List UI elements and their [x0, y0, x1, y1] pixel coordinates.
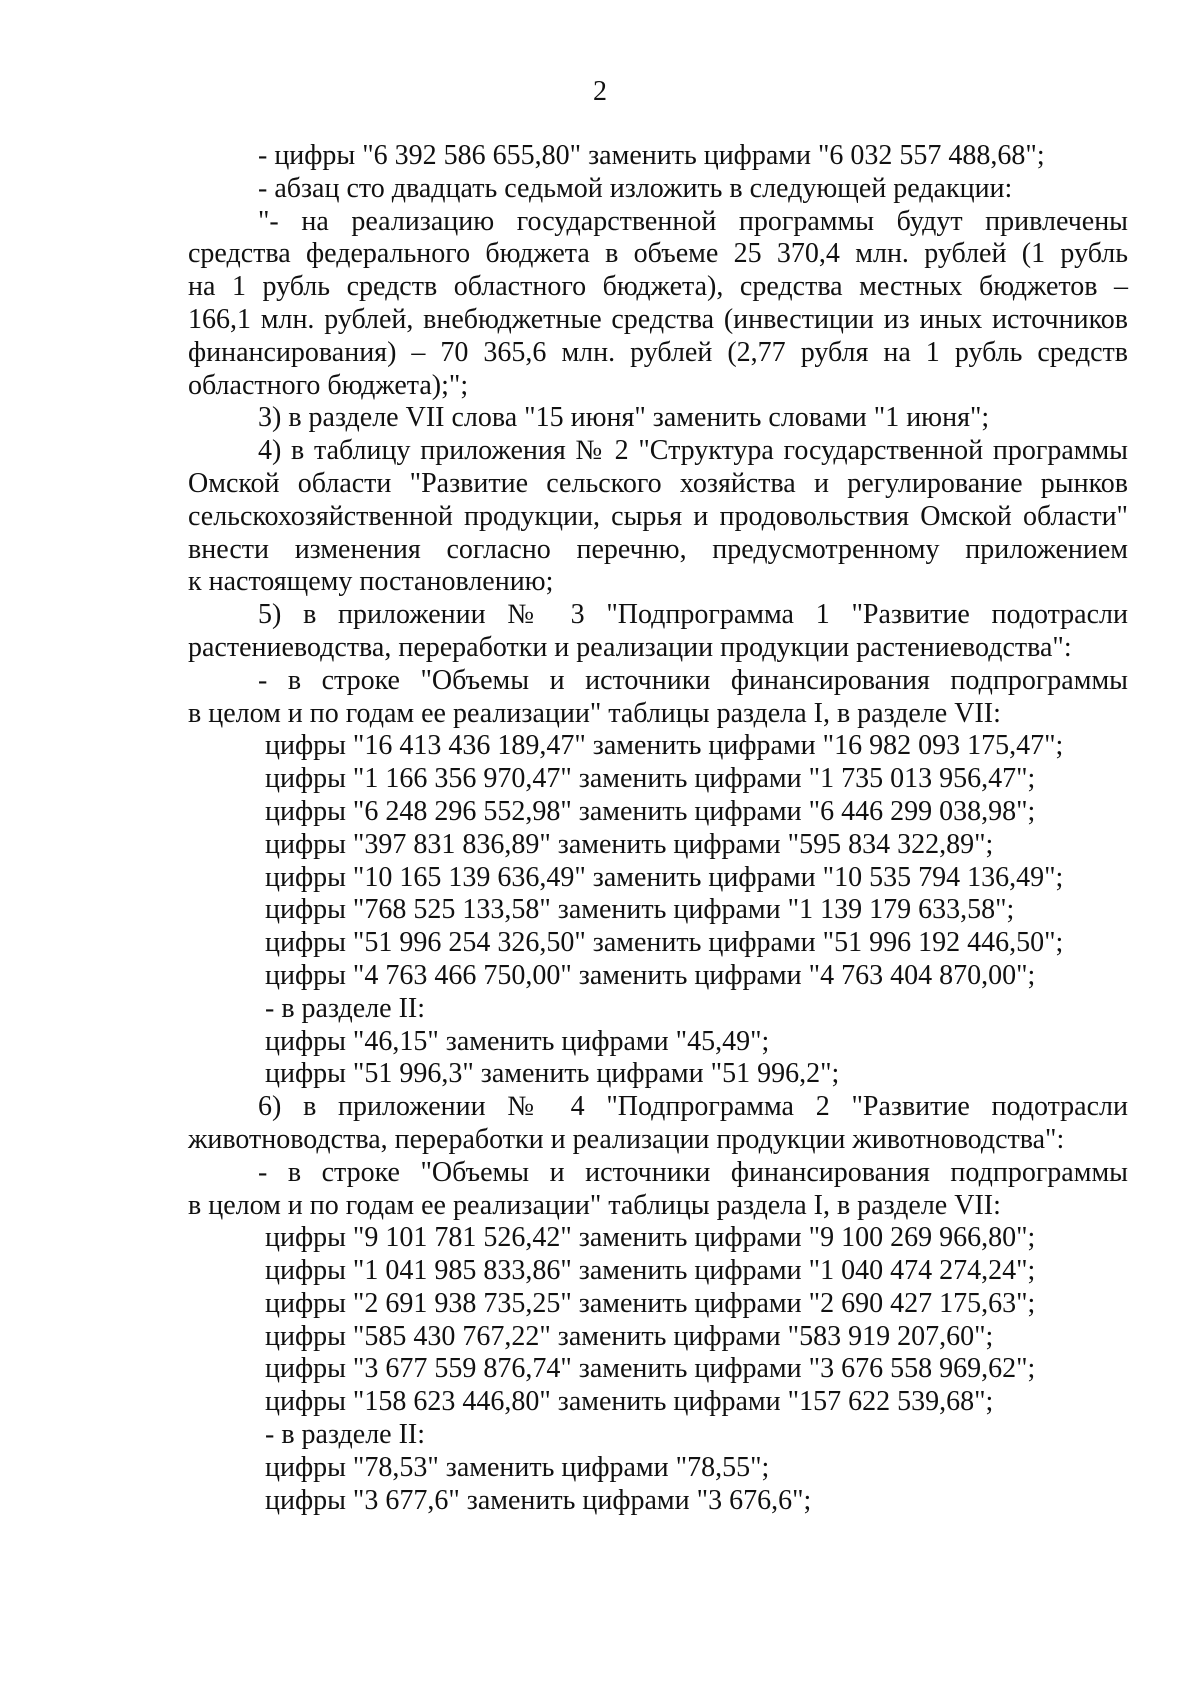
- text-line: цифры "397 831 836,89" заменить цифрами "595 834 322,89";: [265, 828, 994, 860]
- text-line: цифры "585 430 767,22" заменить цифрами "583 919 207,60";: [265, 1320, 994, 1352]
- text-line: цифры "9 101 781 526,42" заменить цифрами "9 100 269 966,80";: [265, 1222, 1036, 1254]
- text-line: на 1 рубль средств областного бюджета), средства местных бюджетов –: [188, 271, 1128, 303]
- page-number: 2: [593, 76, 607, 107]
- text-line: Омской области "Развитие сельского хозяйства и регулирование рынков: [188, 467, 1128, 499]
- text-line: - в строке "Объемы и источники финансирования подпрограммы: [258, 1156, 1128, 1188]
- text-line: - в разделе II:: [265, 1419, 426, 1451]
- text-line: цифры "158 623 446,80" заменить цифрами "157 622 539,68";: [265, 1386, 994, 1418]
- text-line: внести изменения согласно перечню, предусмотренному приложением: [188, 533, 1128, 565]
- text-line: цифры "51 996,3" заменить цифрами "51 996,2";: [265, 1058, 840, 1090]
- text-line: цифры "6 248 296 552,98" заменить цифрами "6 446 299 038,98";: [265, 795, 1036, 827]
- text-line: цифры "46,15" заменить цифрами "45,49";: [265, 1025, 770, 1057]
- text-line: средства федерального бюджета в объеме 25 370,4 млн. рублей (1 рубль: [188, 238, 1128, 270]
- text-line: цифры "51 996 254 326,50" заменить цифрами "51 996 192 446,50";: [265, 927, 1064, 959]
- text-line: цифры "1 041 985 833,86" заменить цифрами "1 040 474 274,24";: [265, 1255, 1036, 1287]
- text-line: 6) в приложении № 4 "Подпрограмма 2 "Развитие подотрасли: [258, 1091, 1128, 1123]
- text-line: цифры "78,53" заменить цифрами "78,55";: [265, 1451, 770, 1483]
- text-line: цифры "16 413 436 189,47" заменить цифрами "16 982 093 175,47";: [265, 730, 1064, 762]
- text-line: цифры "10 165 139 636,49" заменить цифрами "10 535 794 136,49";: [265, 861, 1064, 893]
- text-line: растениеводства, переработки и реализации продукции растениеводства":: [188, 631, 1072, 663]
- text-line: цифры "3 677 559 876,74" заменить цифрами "3 676 558 969,62";: [265, 1353, 1036, 1385]
- text-line: 3) в разделе VII слова "15 июня" заменить словами "1 июня";: [258, 402, 990, 434]
- text-line: цифры "4 763 466 750,00" заменить цифрами "4 763 404 870,00";: [265, 959, 1036, 991]
- text-line: - абзац сто двадцать седьмой изложить в следующей редакции:: [258, 172, 1013, 204]
- text-line: в целом и по годам ее реализации" таблицы раздела I, в разделе VII:: [188, 1189, 1001, 1221]
- text-line: - цифры "6 392 586 655,80" заменить цифрами "6 032 557 488,68";: [258, 140, 1045, 171]
- text-line: цифры "2 691 938 735,25" заменить цифрами "2 690 427 175,63";: [265, 1287, 1036, 1319]
- text-line: к настоящему постановлению;: [188, 566, 554, 598]
- text-line: цифры "1 166 356 970,47" заменить цифрами "1 735 013 956,47";: [265, 763, 1036, 795]
- text-line: 4) в таблицу приложения № 2 "Структура государственной программы: [258, 435, 1128, 467]
- text-line: цифры "3 677,6" заменить цифрами "3 676,6";: [265, 1484, 812, 1516]
- text-line: областного бюджета);";: [188, 369, 469, 401]
- text-line: 166,1 млн. рублей, внебюджетные средства (инвестиции из иных источников: [188, 303, 1128, 335]
- text-line: "- на реализацию государственной программы будут привлечены: [258, 205, 1128, 237]
- text-line: в целом и по годам ее реализации" таблицы раздела I, в разделе VII:: [188, 697, 1001, 729]
- text-line: цифры "768 525 133,58" заменить цифрами "1 139 179 633,58";: [265, 894, 1015, 926]
- text-line: финансирования) – 70 365,6 млн. рублей (2,77 рубля на 1 рубль средств: [188, 336, 1128, 368]
- document-body: [188, 140, 1128, 1517]
- text-line: 5) в приложении № 3 "Подпрограмма 1 "Развитие подотрасли: [258, 599, 1128, 631]
- text-line: сельскохозяйственной продукции, сырья и продовольствия Омской области": [188, 500, 1128, 532]
- text-line: - в строке "Объемы и источники финансирования подпрограммы: [258, 664, 1128, 696]
- text-line: - в разделе II:: [265, 992, 426, 1024]
- text-line: животноводства, переработки и реализации продукции животноводства":: [188, 1123, 1065, 1155]
